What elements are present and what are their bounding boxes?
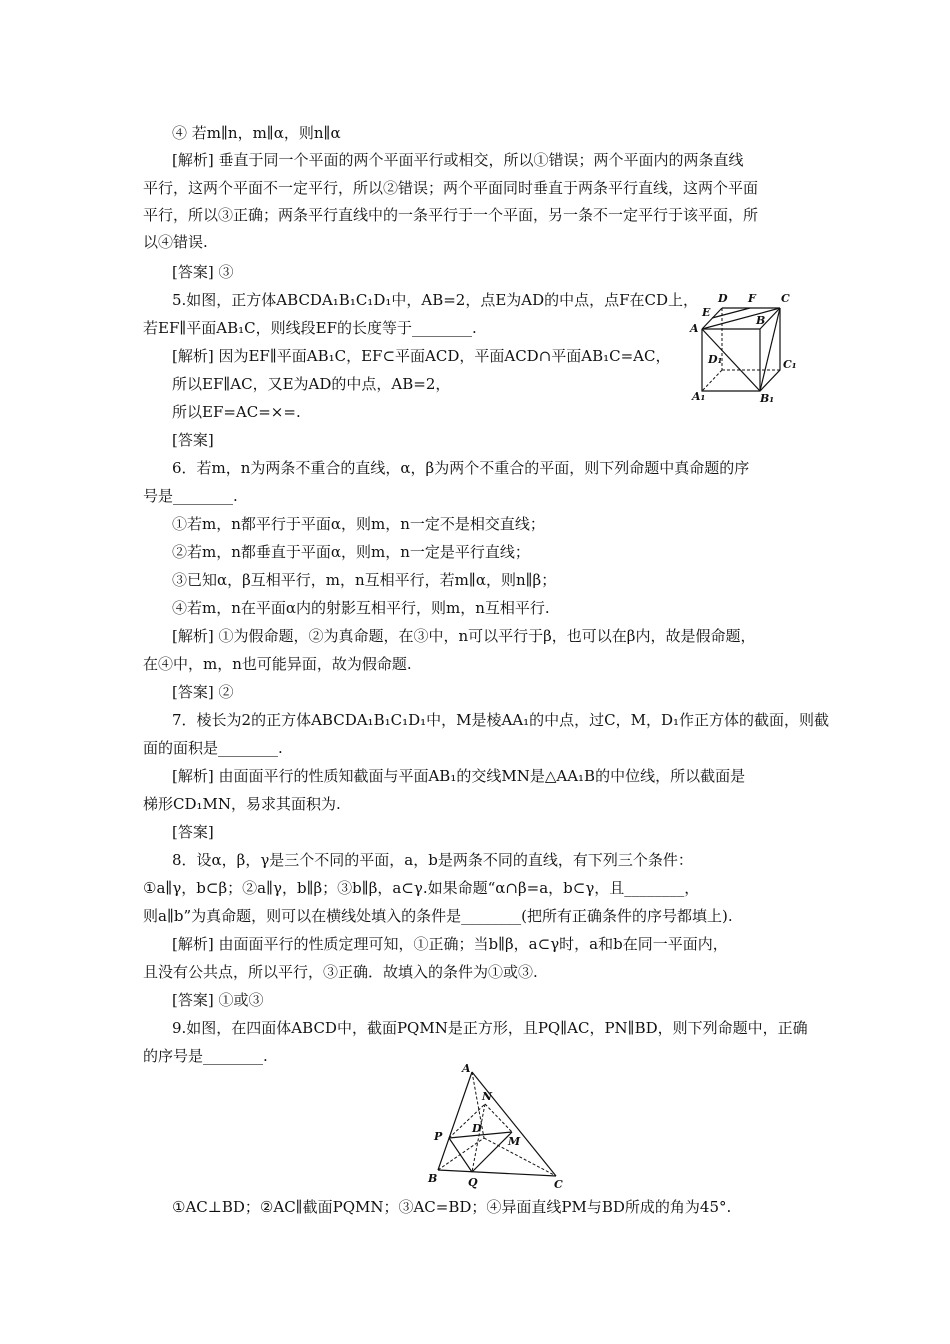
question-5: 5.如图，正方体ABCDA₁B₁C₁D₁中，AB=2，点E为AD的中点，点F在CD上， <box>172 291 699 309</box>
text-line: 面的面积是________. <box>143 739 283 757</box>
option-line: ①若m，n都平行于平面α，则m，n一定不是相交直线； <box>172 515 545 533</box>
text-line: [解析] 因为EF∥平面AB₁C，EF⊂平面ACD，平面ACD∩平面AB₁C=AC， <box>172 347 671 365</box>
option-line: ④若m，n在平面α内的射影互相平行，则m，n互相平行. <box>172 599 550 617</box>
option-line: ③已知α，β互相平行，m，n互相平行，若m∥α，则n∥β； <box>172 571 557 589</box>
label-D: D <box>472 1122 482 1135</box>
text-line: ①a∥γ，b⊂β；②a∥γ，b∥β；③b∥β，a⊂γ.如果命题“α∩β=a，b⊂γ，且________， <box>143 879 700 897</box>
answer-line: [答案] ①或③ <box>172 991 264 1009</box>
option-line: ②若m，n都垂直于平面α，则m，n一定是平行直线； <box>172 543 530 561</box>
text-line: 则a∥b”为真命题，则可以在横线处填入的条件是________(把所有正确条件的序号都填上). <box>143 907 733 925</box>
answer-line: [答案] <box>172 823 214 841</box>
question-6: 6．若m，n为两条不重合的直线，α，β为两个不重合的平面，则下列命题中真命题的序 <box>172 459 750 477</box>
question-9: 9.如图，在四面体ABCD中，截面PQMN是正方形，且PQ∥AC，PN∥BD，则下列命题中，正确 <box>172 1019 808 1037</box>
label-C1: C₁ <box>783 358 797 371</box>
text-line: 所以EF∥AC，又E为AD的中点，AB=2， <box>172 375 451 393</box>
text-line: 在④中，m，n也可能异面，故为假命题. <box>143 655 412 673</box>
label-C: C <box>554 1178 563 1191</box>
text-line: 号是________. <box>143 487 238 505</box>
label-B: B <box>756 314 766 327</box>
label-P: P <box>434 1130 443 1143</box>
text-line: 的序号是________. <box>143 1047 268 1065</box>
label-M: M <box>508 1135 521 1148</box>
text-line: [解析] 由面面平行的性质知截面与平面AB₁的交线MN是△AA₁B的中位线，所以截面是 <box>172 767 746 785</box>
text-line: 且没有公共点，所以平行，③正确．故填入的条件为①或③. <box>143 963 538 981</box>
text-line: 平行，这两个平面不一定平行，所以②错误；两个平面同时垂直于两条平行直线，这两个平面 <box>143 179 759 197</box>
label-N: N <box>482 1090 493 1103</box>
text-line: 以④错误. <box>143 233 208 251</box>
label-B1: B₁ <box>760 392 775 405</box>
cube-figure <box>680 288 795 403</box>
label-D1: D₁ <box>708 353 723 366</box>
text-line: 梯形CD₁MN，易求其面积为. <box>143 795 341 813</box>
options-line: ①AC⊥BD；②AC∥截面PQMN；③AC=BD；④异面直线PM与BD所成的角为45°. <box>172 1198 732 1216</box>
text-line: 若EF∥平面AB₁C，则线段EF的长度等于________. <box>143 319 477 337</box>
label-A: A <box>690 322 699 335</box>
text-line: [解析] 垂直于同一个平面的两个平面平行或相交，所以①错误；两个平面内的两条直线 <box>172 151 744 169</box>
tetrahedron-figure <box>422 1060 572 1192</box>
question-8: 8．设α，β，γ是三个不同的平面，a，b是两条不同的直线，有下列三个条件： <box>172 851 693 869</box>
label-D: D <box>718 292 728 305</box>
label-C: C <box>781 292 790 305</box>
text-line: ④ 若m∥n，m∥α，则n∥α <box>172 124 341 142</box>
label-Q: Q <box>468 1176 478 1189</box>
text-line: 平行，所以③正确；两条平行直线中的一条平行于一个平面，另一条不一定平行于该平面，所 <box>143 206 759 224</box>
label-A: A <box>462 1062 471 1075</box>
answer-line: [答案] <box>172 431 214 449</box>
text-line: [解析] 由面面平行的性质定理可知，①正确；当b∥β，a⊂γ时，a和b在同一平面内， <box>172 935 728 953</box>
label-A1: A₁ <box>692 390 706 403</box>
text-line: [解析] ①为假命题，②为真命题，在③中，n可以平行于β，也可以在β内，故是假命题， <box>172 627 756 645</box>
label-B: B <box>428 1172 438 1185</box>
label-E: E <box>702 306 711 319</box>
answer-line: [答案] ② <box>172 683 234 701</box>
question-7: 7．棱长为2的正方体ABCDA₁B₁C₁D₁中，M是棱AA₁的中点，过C，M，D₁作正方体的截面，则截 <box>172 711 830 729</box>
text-line: 所以EF=AC=×=. <box>172 403 301 421</box>
label-F: F <box>748 292 756 305</box>
answer-line: [答案] ③ <box>172 263 234 281</box>
